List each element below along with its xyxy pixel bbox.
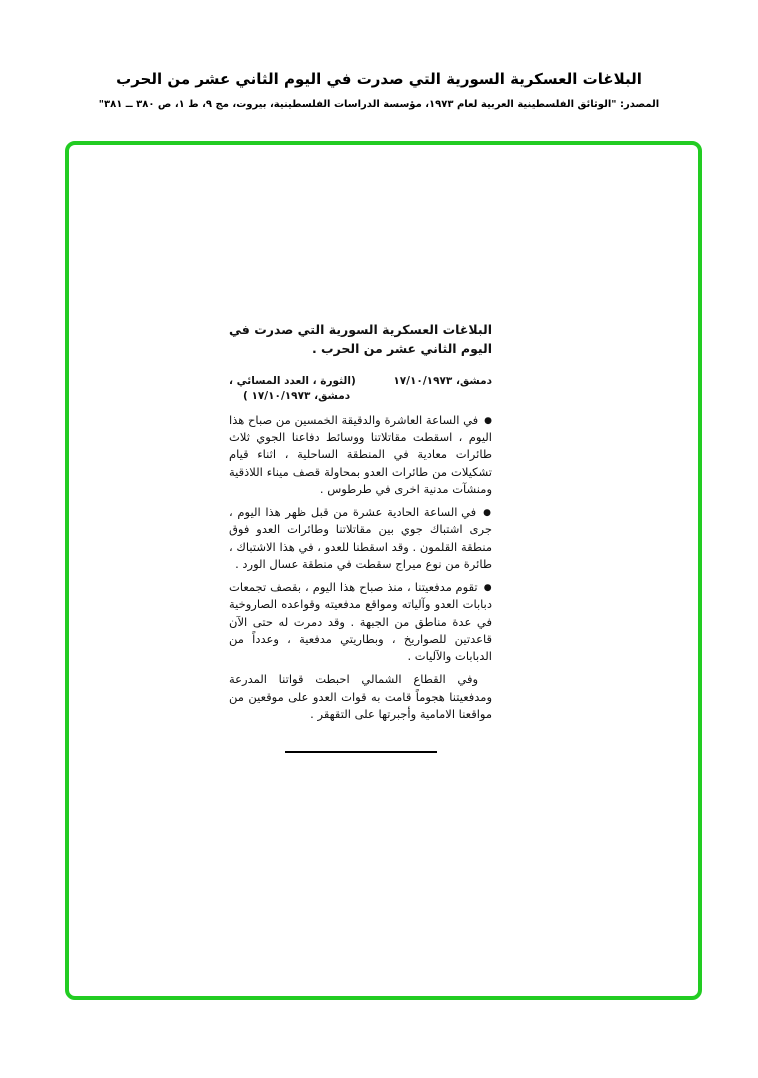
document-heading: البلاغات العسكرية السورية التي صدرت في اليوم الثاني عشر من الحرب . <box>229 322 492 357</box>
dateline-place: دمشق، ١٧/١٠/١٩٧٣ <box>393 374 492 387</box>
document-frame <box>65 141 702 1000</box>
scanned-document <box>229 320 492 753</box>
page-header <box>0 70 758 110</box>
dateline-publication: (الثورة ، العدد المسائي ، <box>229 374 356 387</box>
document-paragraph: وفي القطاع الشمالي احبطت قواتنا المدرعة ومدفعيتنا هجوماً قامت به قوات العدو على موقعين من مواقعنا الامامية وأجبرتها على التقهقر . <box>229 672 492 721</box>
dateline <box>229 375 492 387</box>
page-title: البلاغات العسكرية السورية التي صدرت في اليوم الثاني عشر من الحرب <box>116 70 642 88</box>
document-body <box>229 412 492 723</box>
document-paragraph: ● في الساعة الحادية عشرة من قبل ظهر هذا اليوم ، جرى اشتباك جوي بين مقاتلاتنا وطائرات العدو فوق منطقة القلمون . وقد اسقطنا للعدو ، في هذا الاشتباك ، طائرة من نوع ميراج سقطت في منطقة عسال الورد . <box>229 505 492 571</box>
end-rule <box>285 751 437 753</box>
document-paragraph: ● في الساعة العاشرة والدقيقة الخمسين من صباح هذا اليوم ، اسقطت مقاتلاتنا ووسائط دفاعنا الجوي ثلاث طائرات معادية في المنطقة الساحلية ، اثناء قيام تشكيلات من طائرات العدو بمحاولة قصف ميناء اللاذقية ومنشآت مدنية اخرى في طرطوس . <box>229 412 492 496</box>
source-line: المصدر: "الوثائق الفلسطينية العربية لعام ١٩٧٣، مؤسسة الدراسات الفلسطينية، بيروت، مج ٩، ط ١، ص ٣٨٠ ــ ٣٨١" <box>98 99 660 110</box>
document-paragraph: ● تقوم مدفعيتنا ، منذ صباح هذا اليوم ، بقصف تجمعات دبابات العدو وآلياته ومواقع مدفعيته وقواعده الصاروخية في عدة مناطق من الجبهة . وقد دمرت له حتى الآن قاعدتين للصواريخ ، وبطاريتي مدفعية ، وعدداً من الدبابات والآليات . <box>229 580 492 663</box>
dateline-publication-cont: دمشق، ١٧/١٠/١٩٧٣ ) <box>243 389 351 402</box>
bullet-icon: ● <box>479 508 492 518</box>
bullet-icon: ● <box>480 583 492 593</box>
bullet-icon: ● <box>481 415 492 426</box>
